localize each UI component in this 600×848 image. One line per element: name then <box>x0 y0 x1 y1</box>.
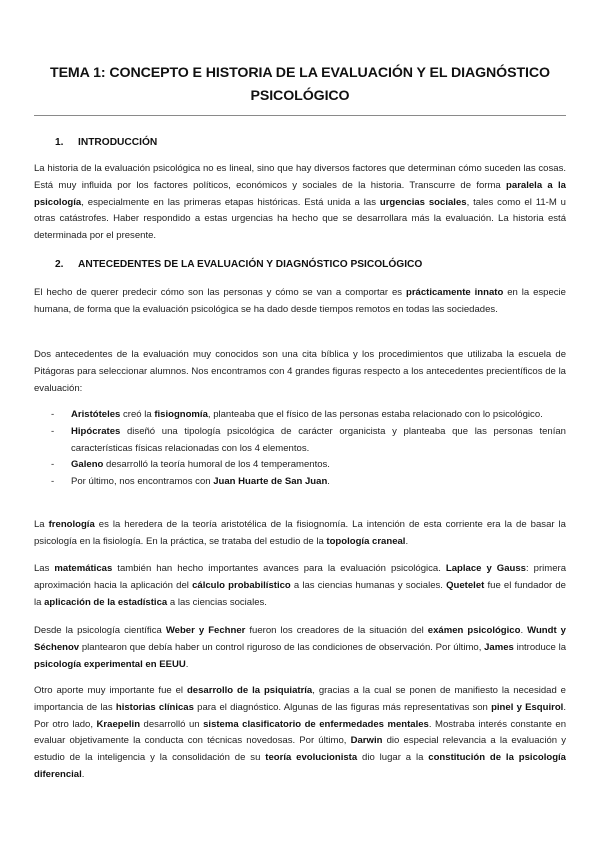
text-run: . <box>185 658 189 670</box>
paragraph-frenologia <box>34 517 566 551</box>
bold-text: sistema clasificatorio de enfermedades mentales <box>203 718 429 730</box>
bold-text: prácticamente innato <box>406 287 504 298</box>
text-run: desarrolló la teoría humoral de los 4 temperamentos. <box>103 459 330 471</box>
bold-text: topología craneal <box>326 535 406 547</box>
bold-text: urgencias sociales <box>379 196 467 208</box>
bold-text: exámen psicológico <box>427 625 521 636</box>
text-run: a las ciencias sociales. <box>167 596 267 608</box>
bold-text: Aristóteles <box>71 409 121 420</box>
bold-text: Laplace y Gauss <box>445 563 526 574</box>
list-item <box>34 474 566 491</box>
title-divider <box>34 115 566 116</box>
section-heading-introduccion <box>55 137 157 148</box>
text-run: plantearon que debía haber un control riguroso de las condiciones de observación. Por último, <box>79 641 485 653</box>
section-title: INTRODUCCIÓN <box>78 137 158 148</box>
text-run: , planteaba que el físico de las personas estaba relacionado con lo psicológico. <box>207 409 543 420</box>
section-number: 2. <box>55 259 64 270</box>
text-run: , especialmente en las primeras etapas históricas. Está unida a las <box>81 196 380 208</box>
text-run: . Mostraba interés constante en evaluar objetivamente la conducta con técnicas novedosas. Por último, <box>34 718 567 747</box>
text-run: Dos antecedentes de la evaluación muy conocidos son una cita bíblica y los procedimientos que utilizaba la escuela de Pitágoras para seleccionar alumnos. Nos encontramos con 4 grandes figuras respecto a los antecedentes precientíficos de la evaluación: <box>34 349 566 394</box>
document-title: TEMA 1: CONCEPTO E HISTORIA DE LA EVALUACIÓN Y EL DIAGNÓSTICO PSICOLÓGICO <box>50 65 550 104</box>
bold-text: matemáticas <box>54 563 113 574</box>
bold-text: pinel y Esquirol <box>491 701 564 713</box>
list-item <box>34 424 566 458</box>
paragraph-psicologia-cientifica <box>34 623 566 673</box>
text-run: en la especie humana, de forma que la evaluación psicológica se ha dado desde tiempos remotos en todas las sociedades. <box>34 287 566 315</box>
list-item <box>34 457 566 474</box>
text-run: , tales como el 11-M u otras catástrofes. Haber respondido a estas urgencias ha hecho que se desarrollara más la evaluación. La historia está determinada por el presente. <box>34 196 566 242</box>
bold-text: fisiognomía <box>154 409 208 420</box>
paragraph-psiquiatria <box>34 683 566 784</box>
bold-text: frenología <box>48 519 95 530</box>
section-title: ANTECEDENTES DE LA EVALUACIÓN Y DIAGNÓSTICO PSICOLÓGICO <box>78 259 423 270</box>
list-item <box>34 407 566 424</box>
bold-text: Hipócrates <box>71 425 121 437</box>
bold-text: teoría evolucionista <box>265 752 358 764</box>
text-run: El hecho de querer predecir cómo son las personas y cómo se van a comportar es <box>34 287 406 298</box>
text-run: . <box>81 768 85 780</box>
text-run: Desde la psicología científica <box>34 625 166 636</box>
text-run: es la heredera de la teoría aristotélica de la fisiognomía. La intención de esta corriente era la de basar la psicología en la fisiología. En la práctica, se trataba del estudio de la <box>34 519 566 547</box>
bold-text: Galeno <box>71 459 104 471</box>
text-run: dio especial relevancia a la evaluación y estudio de la inteligencia y la consolidación de su <box>34 735 566 764</box>
bold-text: desarrollo de la psiquiatría <box>186 685 313 696</box>
text-run: fue el fundador de la <box>34 579 566 608</box>
text-run: Las <box>34 563 55 574</box>
list-bullet: - <box>51 476 55 488</box>
text-run: , gracias a la cual se ponen de manifiesto la necesidad e importancia de las <box>34 685 566 713</box>
text-run: fueron los creadores de la situación del <box>245 625 428 636</box>
text-run: . <box>405 535 409 547</box>
section-heading-antecedentes <box>55 259 422 270</box>
list-bullet: - <box>51 425 55 437</box>
text-run: diseñó una tipología psicológica de carácter organicista y planteaba que las personas tenían características físicas relacionadas con los 4 elementos. <box>71 425 566 454</box>
text-run: dio lugar a la <box>357 752 429 764</box>
text-run: Otro aporte muy importante fue el <box>34 685 187 696</box>
bold-text: cálculo probabilístico <box>192 579 291 591</box>
intro-paragraph <box>34 161 566 245</box>
text-run: Por último, nos encontramos con <box>71 476 214 488</box>
bold-text: Juan Huarte de San Juan <box>213 476 328 488</box>
text-run: a las ciencias humanas y sociales. <box>290 579 447 591</box>
text-run: . Por otro lado, <box>34 701 566 730</box>
bold-text: Kraepelin <box>96 718 141 730</box>
bold-text: James <box>484 641 514 653</box>
text-run: La <box>34 519 49 530</box>
bold-text: constitución de la psicología diferencial <box>34 752 566 780</box>
figures-list <box>34 407 566 491</box>
paragraph-matematicas <box>34 561 566 611</box>
bold-text: psicología experimental en EEUU <box>34 658 186 670</box>
bold-text: aplicación de la estadística <box>44 596 168 608</box>
bold-text: Wundt y Séchenov <box>34 625 566 653</box>
text-run: también han hecho importantes avances para la evaluación psicológica. <box>112 563 446 574</box>
text-run: introduce la <box>513 641 567 653</box>
text-run: . <box>327 476 330 488</box>
section-number: 1. <box>55 137 64 148</box>
bold-text: Darwin <box>350 735 383 747</box>
text-run: creó la <box>120 409 155 420</box>
text-run: : primera aproximación hacia la aplicación del <box>34 563 567 591</box>
bold-text: Quetelet <box>446 579 485 591</box>
text-run: . <box>520 625 528 636</box>
bold-text: historias clínicas <box>115 701 194 713</box>
text-run: para el diagnóstico. Algunas de las figuras más representativas son <box>193 701 492 713</box>
bold-text: Weber y Fechner <box>165 625 246 636</box>
paragraph-prediccion <box>34 285 566 319</box>
bold-text: paralela a la psicología <box>34 179 566 208</box>
text-run: La historia de la evaluación psicológica no es lineal, sino que hay diversos factores que determinan cómo suceden las cosas. Está muy influida por los factores políticos, económicos y sociales de la historia. Transcurre de forma <box>34 163 566 191</box>
text-run: desarrolló un <box>140 718 204 730</box>
list-bullet: - <box>51 409 55 420</box>
list-bullet: - <box>51 459 55 471</box>
paragraph-antecedentes <box>34 347 566 397</box>
